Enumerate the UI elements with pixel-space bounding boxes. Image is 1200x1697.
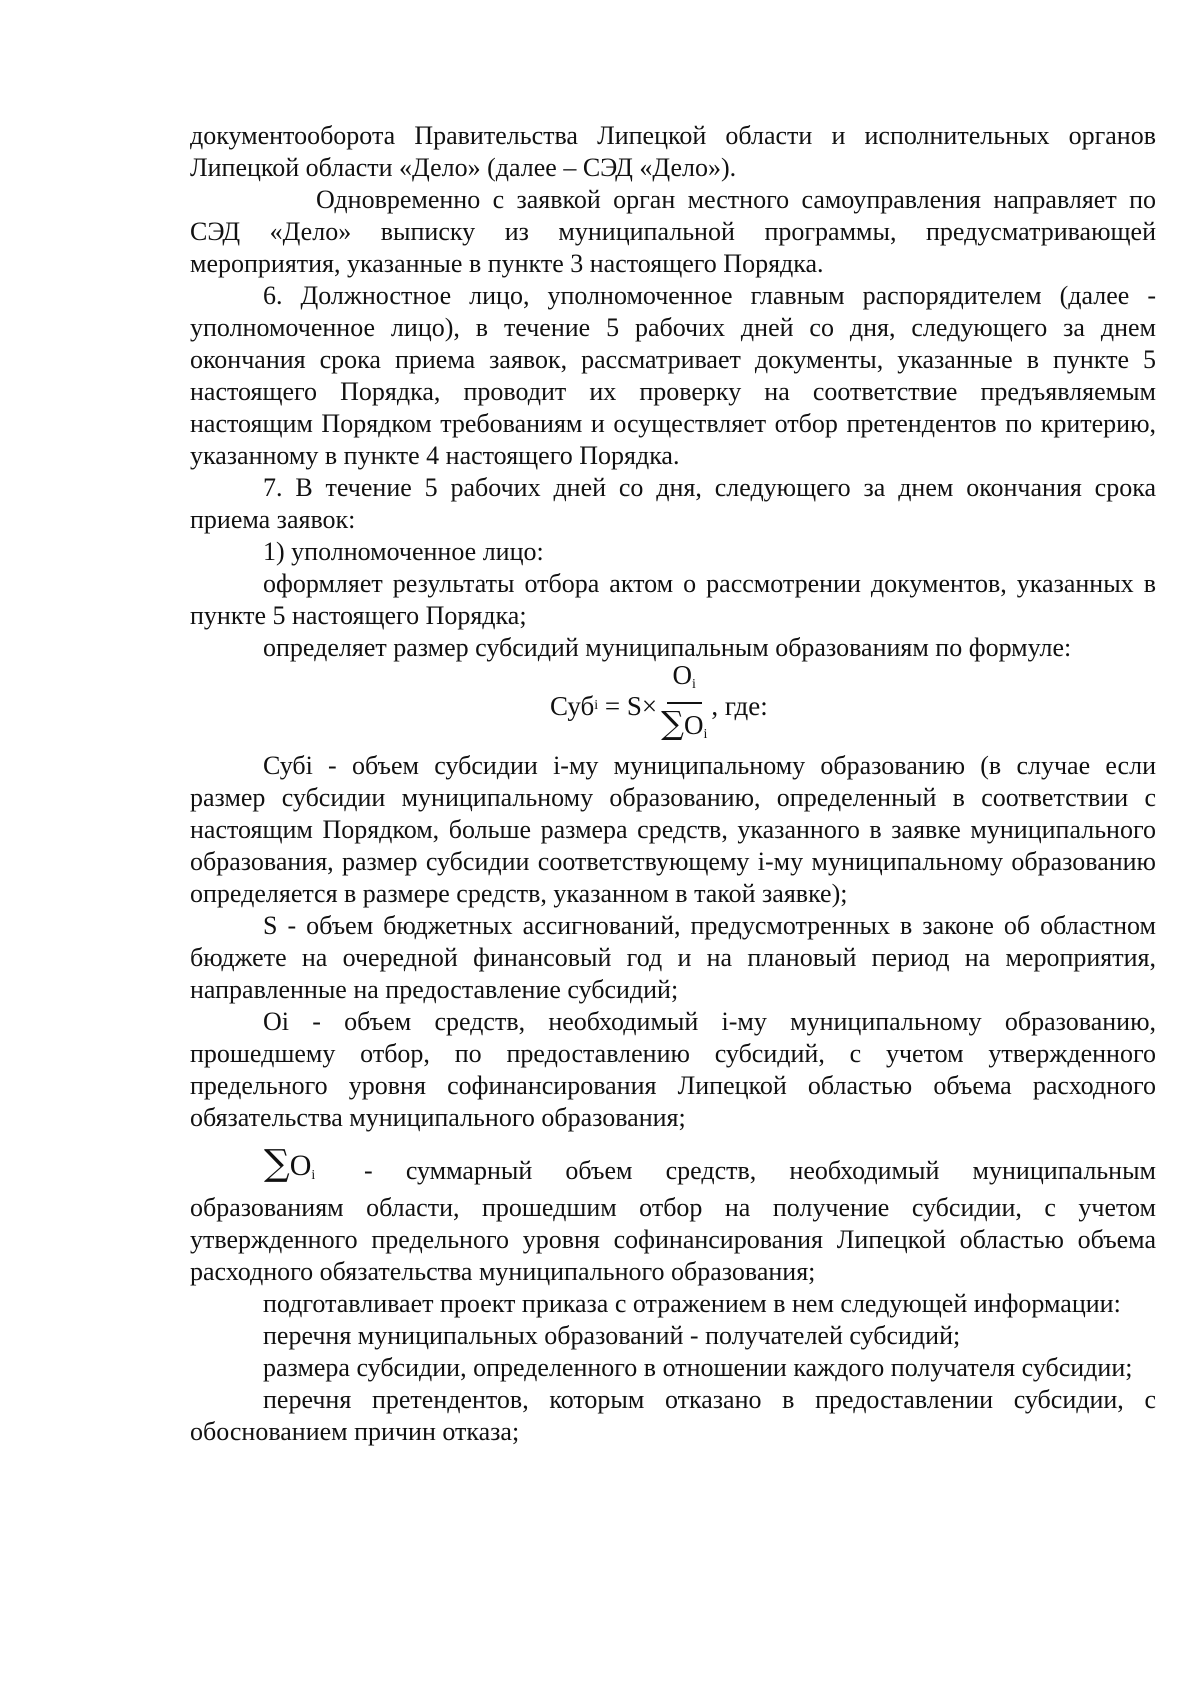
- paragraph: 1) уполномоченное лицо:: [263, 537, 544, 566]
- paragraph: S - объем бюджетных ассигнований, предусмотренных в законе об областном бюджете на очередной финансовый год и на плановый период на мероприятия, направленные на предоставление субсидий;: [190, 911, 1156, 1004]
- formula-equals: = S×: [598, 691, 658, 721]
- formula-lhs: Суб: [550, 691, 595, 721]
- subsidy-formula: [190, 660, 1156, 746]
- paragraph: размера субсидии, определенного в отношении каждого получателя субсидии;: [263, 1353, 1133, 1382]
- paragraph: документооборота Правительства Липецкой области и исполнительных органов Липецкой области «Дело» (далее – СЭД «Дело»).: [190, 121, 1156, 182]
- paragraph: образованиям области, прошедшим отбор на получение субсидии, с учетом утвержденного предельного уровня софинансирования Липецкой областью объема расходного обязательства муниципального образования;: [190, 1193, 1156, 1286]
- paragraph: перечня муниципальных образований - получателей субсидий;: [263, 1321, 961, 1350]
- paragraph: Oi - объем средств, необходимый i-му муниципальному образованию, прошедшему отбор, по предоставлению субсидий, с учетом утвержденного предельного уровня софинансирования Липецкой областью объема расходного обязательства муниципального образования;: [190, 1007, 1156, 1132]
- paragraph: 7. В течение 5 рабочих дней со дня, следующего за днем окончания срока приема заявок:: [190, 473, 1156, 534]
- formula-lhs-sub: i: [594, 698, 599, 713]
- paragraph: Субi - объем субсидии i-му муниципальному образованию (в случае если размер субсидии муниципальному образованию, определенный в соответствии с настоящим Порядком, больше размера средств, указанного в заявке муниципального образования, размер субсидии соответствующему i-му муниципальному образованию определяется в размере средств, указанном в такой заявке);: [190, 751, 1156, 908]
- paragraph: 6. Должностное лицо, уполномоченное главным распорядителем (далее - уполномоченное лицо), в течение 5 рабочих дней со дня, следующего за днем окончания срока приема заявок, рассматривает документы, указанные в пункте 5 настоящего Порядка, проводит их проверку на соответствие предъявляемым настоящим Порядком требованиям и осуществляет отбор претендентов по критерию, указанному в пункте 4 настоящего Порядка.: [190, 281, 1156, 470]
- formula-numerator: $O_i$: [667, 660, 702, 704]
- sum-definition-first: - суммарный объем средств, необходимый муниципальным: [364, 1156, 1156, 1185]
- sum-symbol: $\sum O_i$: [264, 1143, 316, 1184]
- sigma-icon: ∑: [661, 704, 684, 742]
- formula-denominator: $\sum O_i$: [661, 704, 708, 742]
- sum-definition-line: [190, 1143, 1156, 1192]
- paragraph: определяет размер субсидий муниципальным образованиям по формуле:: [263, 633, 1072, 662]
- sigma-icon: ∑: [264, 1143, 290, 1184]
- formula-fraction: [661, 660, 707, 752]
- formula-tail: , где:: [711, 691, 768, 721]
- document-page: [190, 120, 1156, 1448]
- paragraph: перечня претендентов, которым отказано в предоставлении субсидии, с обоснованием причин отказа;: [190, 1385, 1156, 1446]
- paragraph: подготавливает проект приказа с отражением в нем следующей информации:: [263, 1289, 1121, 1318]
- paragraph: Одновременно с заявкой орган местного самоуправления направляет по СЭД «Дело» выписку из муниципальной программы, предусматривающей мероприятия, указанные в пункте 3 настоящего Порядка.: [190, 185, 1156, 278]
- paragraph: оформляет результаты отбора актом о рассмотрении документов, указанных в пункте 5 настоящего Порядка;: [190, 569, 1156, 630]
